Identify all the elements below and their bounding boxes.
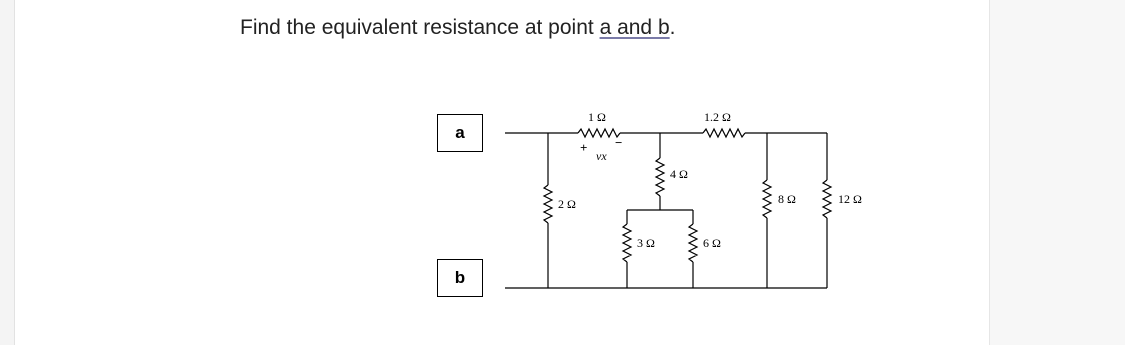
label-6ohm: 6 Ω (703, 236, 721, 250)
label-1-2ohm: 1.2 Ω (704, 110, 731, 124)
terminal-b-label: b (454, 268, 466, 287)
label-1ohm: 1 Ω (588, 110, 606, 124)
label-12ohm: 12 Ω (838, 192, 862, 206)
label-vx: vx (596, 149, 607, 163)
resistor-12ohm (823, 180, 831, 218)
question-suffix: . (669, 16, 676, 39)
resistor-1ohm (578, 129, 620, 137)
resistor-4ohm (656, 158, 664, 196)
label-2ohm: 2 Ω (558, 197, 576, 211)
terminal-b-box (437, 259, 483, 297)
resistor-2ohm (544, 185, 552, 223)
label-vx-minus: − (615, 135, 623, 150)
question-ab: a and b (599, 16, 670, 39)
label-3ohm: 3 Ω (637, 236, 655, 250)
label-vx-plus: + (580, 140, 588, 155)
question-prefix: Find the equivalent resistance at point (240, 16, 600, 39)
terminal-a-box (437, 114, 483, 152)
resistor-1-2ohm (703, 129, 745, 137)
label-4ohm: 4 Ω (670, 167, 688, 181)
resistor-6ohm (689, 224, 697, 262)
terminal-a-label: a (455, 123, 465, 142)
label-8ohm: 8 Ω (778, 192, 796, 206)
resistor-8ohm (763, 180, 771, 218)
resistor-3ohm (623, 224, 631, 262)
